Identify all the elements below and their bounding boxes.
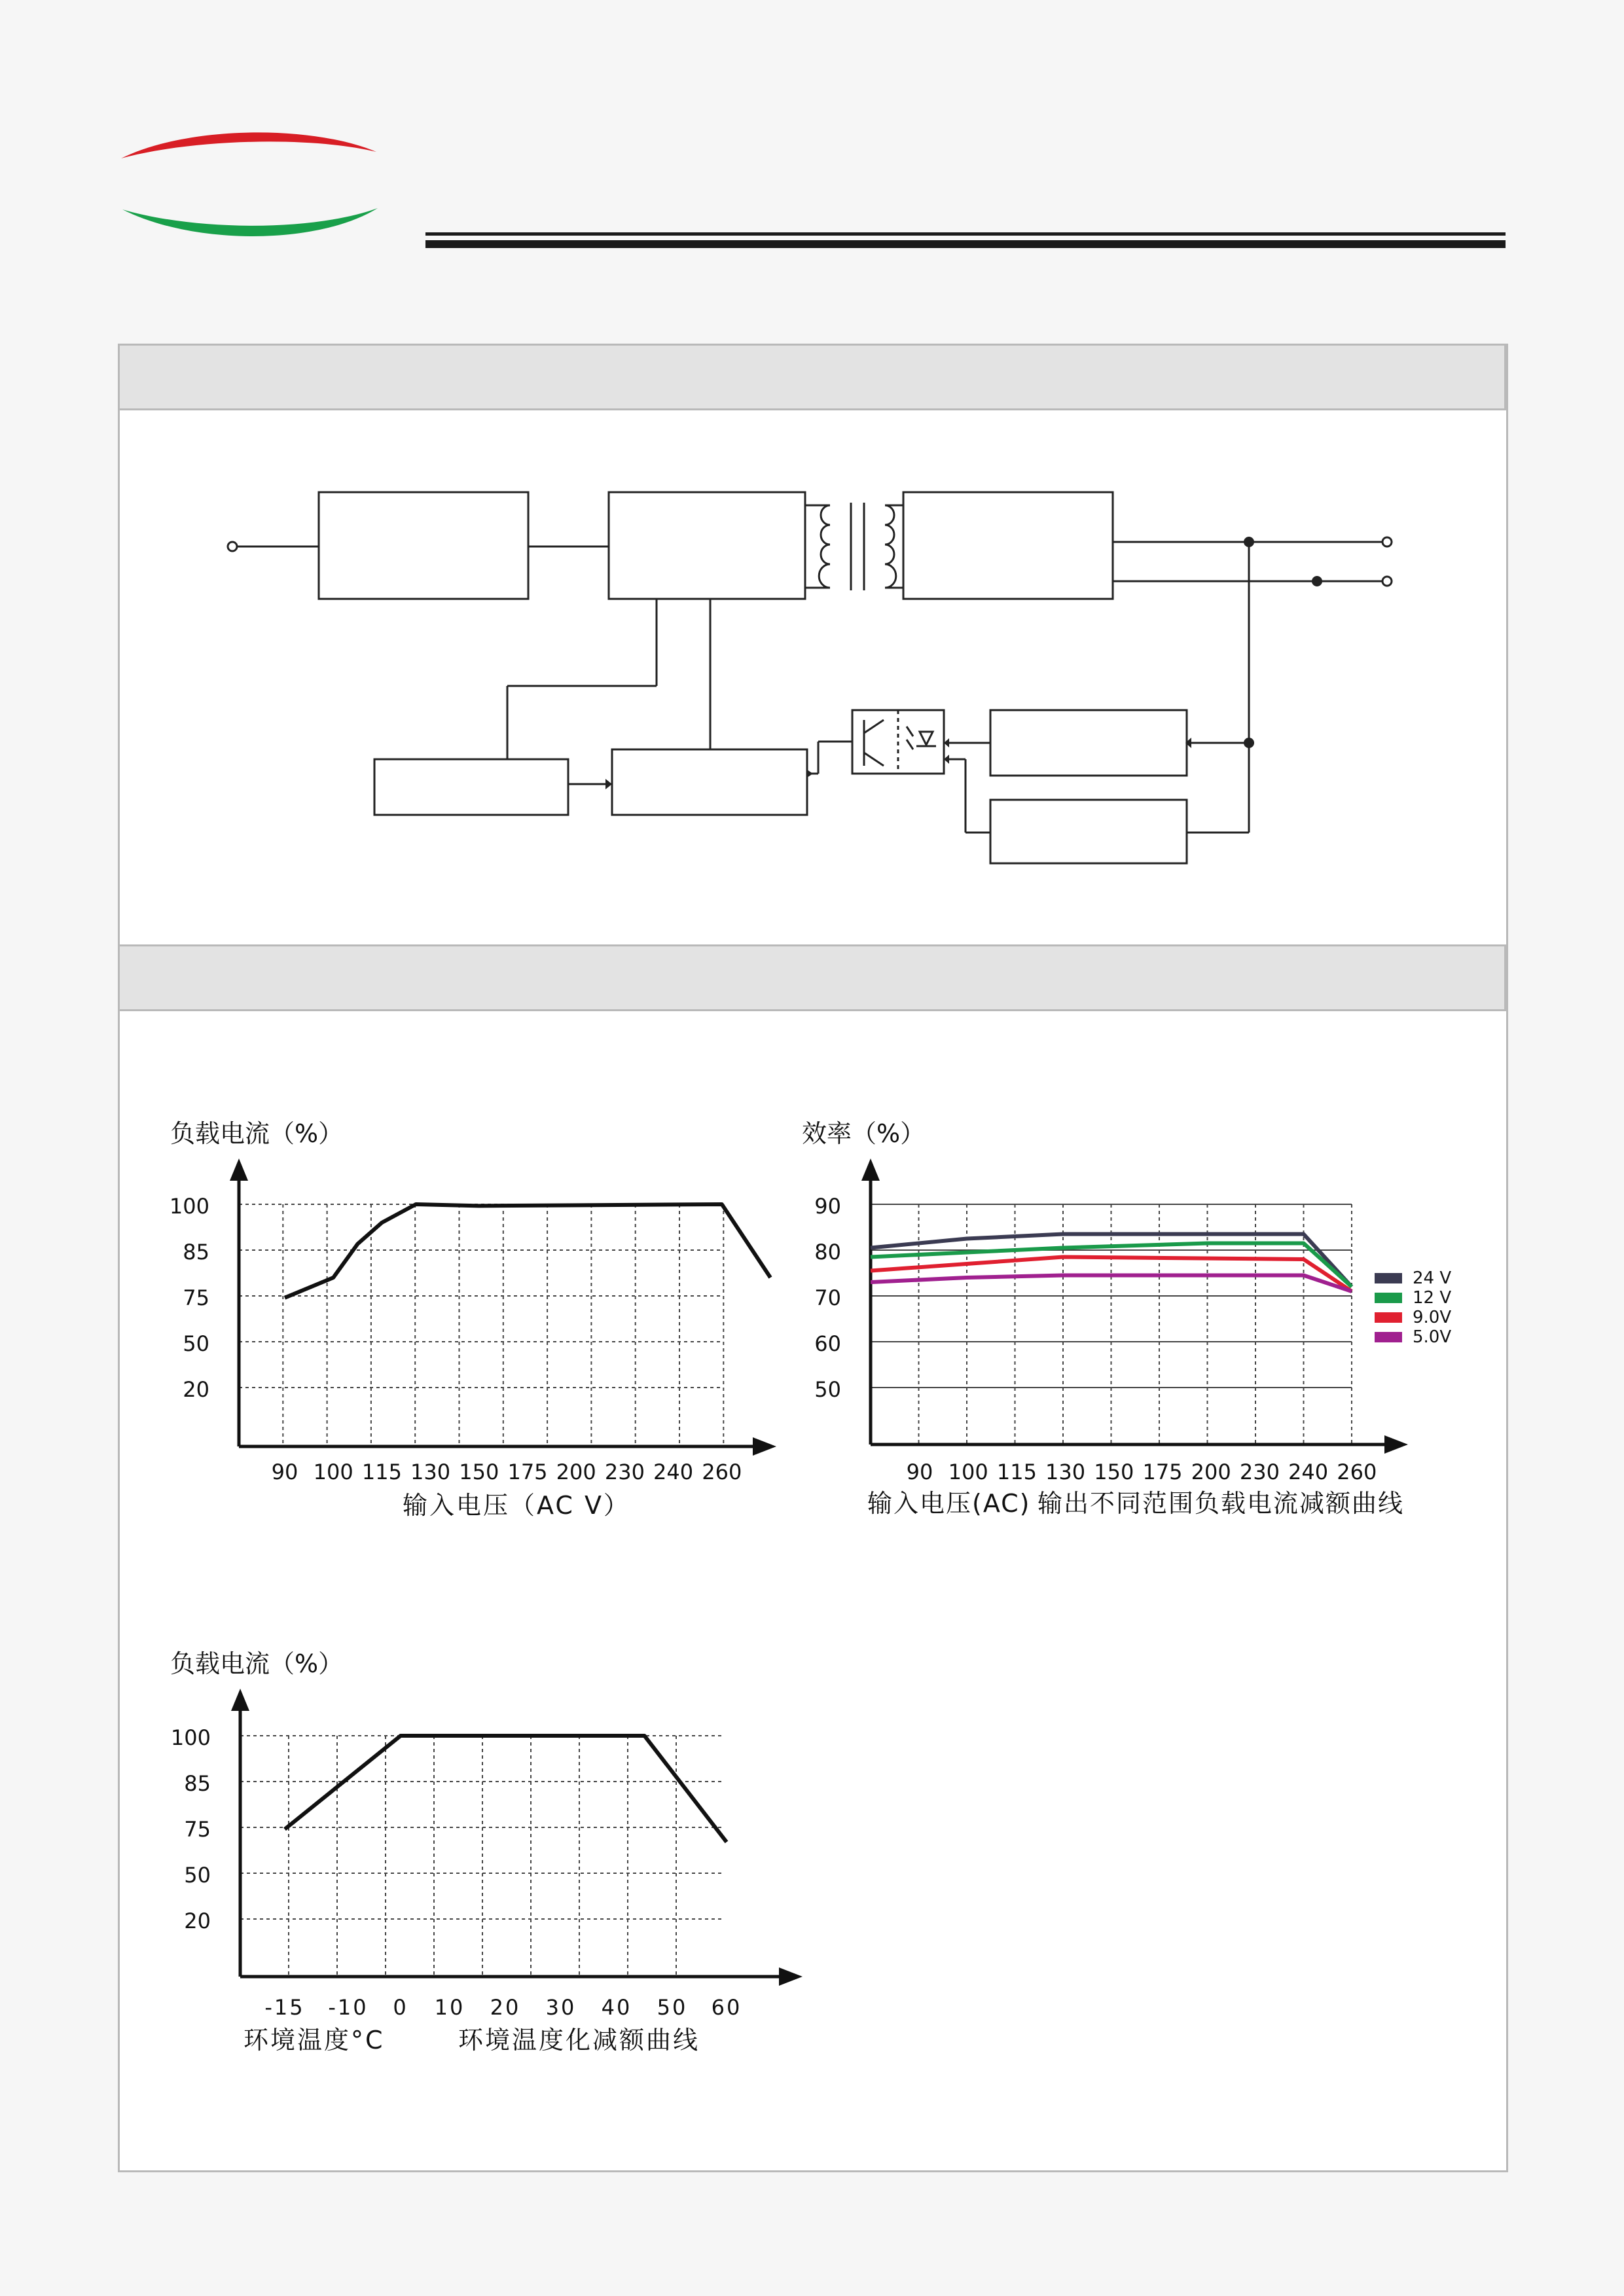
- x-axis-arrow: [779, 1967, 803, 1986]
- series-line: [285, 1736, 727, 1842]
- x-tick-label: 240: [653, 1460, 694, 1484]
- x-axis-label: 输入电压（AC V）: [403, 1491, 630, 1520]
- legend-swatch: [1375, 1332, 1402, 1342]
- x-tick-label: 230: [604, 1460, 645, 1484]
- y-tick-label: 75: [184, 1817, 211, 1842]
- x-tick-label: 60: [711, 1995, 742, 2020]
- y-tick-label: 50: [184, 1863, 211, 1888]
- x-axis-arrow: [753, 1437, 776, 1456]
- y-tick-label: 100: [169, 1194, 209, 1219]
- x-tick-label: 150: [459, 1460, 499, 1484]
- x-tick-label: 240: [1288, 1460, 1329, 1484]
- x-tick-label: 130: [1045, 1460, 1086, 1484]
- x-tick-label: 200: [556, 1460, 596, 1484]
- x-tick-label: 0: [393, 1995, 408, 2020]
- legend-swatch: [1375, 1293, 1402, 1303]
- block-diagram: [0, 0, 1624, 942]
- y-axis-arrow: [230, 1158, 248, 1181]
- y-axis-arrow: [861, 1158, 880, 1181]
- series-line: [285, 1204, 770, 1298]
- y-tick-label: 75: [183, 1285, 209, 1310]
- x-tick-label: 175: [507, 1460, 548, 1484]
- y-axis-label: 效率（%）: [802, 1119, 926, 1148]
- chart-caption: 环境温度化减额曲线: [458, 2026, 700, 2054]
- x-tick-label: 230: [1239, 1460, 1280, 1484]
- chart-efficiency: [785, 1113, 1506, 1545]
- y-tick-label: 80: [814, 1240, 841, 1265]
- x-tick-label: 200: [1191, 1460, 1231, 1484]
- y-tick-label: 70: [814, 1285, 841, 1310]
- y-axis-label: 负载电流（%）: [170, 1649, 344, 1678]
- x-tick-label: 40: [601, 1995, 632, 2020]
- legend-label: 9.0V: [1413, 1308, 1452, 1327]
- y-tick-label: 50: [814, 1377, 841, 1402]
- chart-load-vs-temperature: [151, 1643, 805, 2062]
- legend-label: 12 V: [1413, 1288, 1452, 1308]
- x-tick-label: 175: [1142, 1460, 1183, 1484]
- x-tick-label: -10: [328, 1995, 369, 2020]
- y-tick-label: 85: [183, 1240, 209, 1265]
- y-tick-label: 60: [814, 1331, 841, 1356]
- x-tick-label: -15: [264, 1995, 305, 2020]
- x-tick-label: 10: [434, 1995, 465, 2020]
- x-tick-label: 130: [410, 1460, 451, 1484]
- x-tick-label: 115: [996, 1460, 1037, 1484]
- x-tick-label: 100: [313, 1460, 353, 1484]
- x-tick-label: 150: [1094, 1460, 1134, 1484]
- y-tick-label: 50: [183, 1331, 209, 1356]
- x-axis-label: 环境温度°C: [244, 2026, 385, 2054]
- chart-caption: 输出不同范围负载电流减额曲线: [1038, 1489, 1405, 1518]
- x-tick-label: 260: [702, 1460, 742, 1484]
- chart-load-vs-voltage: [151, 1113, 779, 1545]
- y-axis-label: 负载电流（%）: [170, 1119, 344, 1148]
- x-axis-arrow: [1384, 1435, 1408, 1454]
- legend-label: 5.0V: [1413, 1327, 1452, 1347]
- curve-section-header: [118, 944, 1506, 1011]
- y-tick-label: 20: [184, 1909, 211, 1933]
- x-tick-label: 90: [271, 1460, 298, 1484]
- x-tick-label: 90: [906, 1460, 933, 1484]
- y-tick-label: 20: [183, 1377, 209, 1402]
- x-tick-label: 50: [657, 1995, 688, 2020]
- x-tick-label: 260: [1337, 1460, 1377, 1484]
- y-axis-arrow: [231, 1689, 249, 1711]
- legend-swatch: [1375, 1273, 1402, 1283]
- x-tick-label: 115: [361, 1460, 402, 1484]
- y-tick-label: 100: [170, 1725, 211, 1750]
- x-tick-label: 100: [948, 1460, 988, 1484]
- y-tick-label: 90: [814, 1194, 841, 1219]
- y-tick-label: 85: [184, 1771, 211, 1796]
- x-tick-label: 20: [490, 1995, 521, 2020]
- legend-label: 24 V: [1413, 1268, 1452, 1288]
- x-axis-label: 输入电压(AC): [867, 1489, 1031, 1518]
- x-tick-label: 30: [545, 1995, 577, 2020]
- legend-swatch: [1375, 1312, 1402, 1323]
